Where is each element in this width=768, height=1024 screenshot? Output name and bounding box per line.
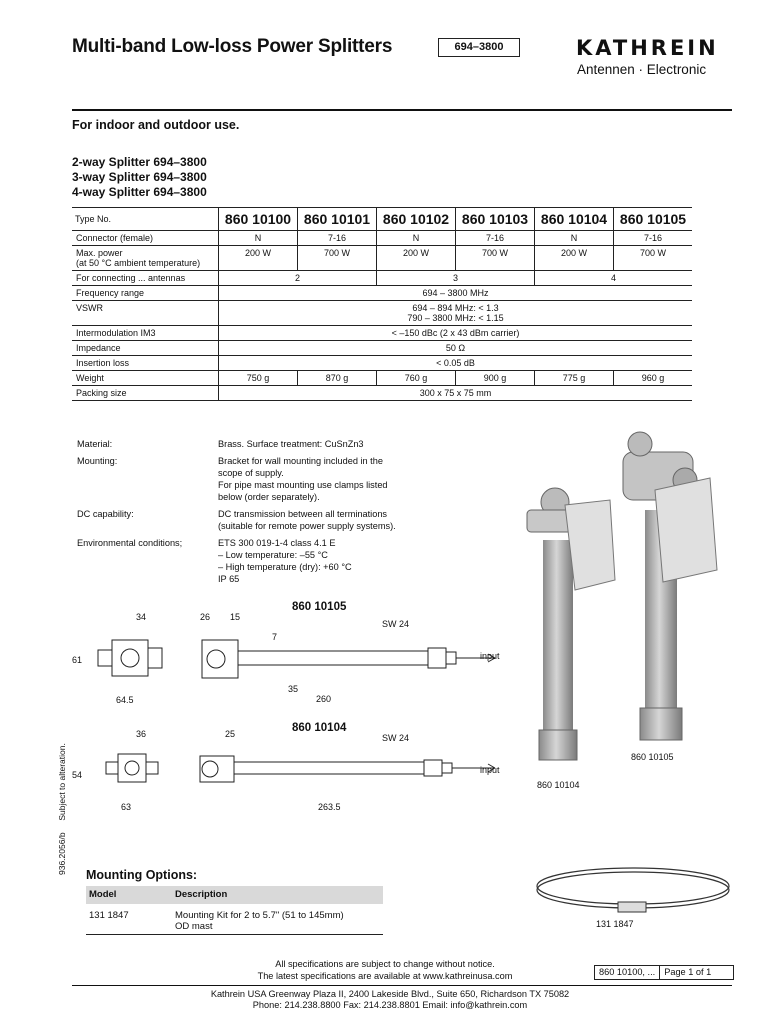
property-row — [77, 438, 433, 450]
description-line: Mounting Kit for 2 to 5.7" (51 to 145mm) — [175, 910, 344, 921]
type-number: 860 10101 — [298, 208, 377, 231]
type-number: 860 10105 — [614, 208, 693, 231]
dimension-label: 263.5 — [318, 802, 341, 812]
type-number: 860 10103 — [456, 208, 535, 231]
variant-item: 4-way Splitter 694–3800 — [72, 185, 207, 199]
table-cell: 750 g — [219, 371, 298, 386]
row-label: Packing size — [72, 386, 219, 401]
photo-label: 860 10105 — [631, 752, 674, 762]
table-cell: 7-16 — [614, 231, 693, 246]
footer-note-line: The latest specifications are available at www.kathreinusa.com — [257, 971, 513, 981]
address-line: Kathrein USA Greenway Plaza II, 2400 Lakeside Blvd., Suite 650, Richardson TX 75082 — [210, 989, 570, 999]
column-header: Model — [89, 889, 117, 900]
table-row — [72, 286, 692, 301]
column-header: Description — [175, 889, 228, 900]
table-cell: 694 – 3800 MHz — [219, 286, 693, 301]
property-value: Brass. Surface treatment: CuSnZn3 — [218, 439, 364, 449]
footer-divider — [72, 985, 732, 986]
row-label-sub: (at 50 °C ambient temperature) — [76, 258, 201, 268]
table-cell: 131 1847 — [89, 910, 129, 921]
company-address — [120, 989, 660, 1011]
row-label — [72, 246, 219, 271]
property-line: below (order separately). — [218, 492, 320, 502]
property-line: scope of supply. — [218, 468, 284, 478]
intro-text: For indoor and outdoor use. — [72, 118, 240, 132]
table-cell: N — [219, 231, 298, 246]
table-cell: 700 W — [614, 246, 693, 271]
dimension-label: 26 — [200, 612, 211, 622]
property-value — [218, 537, 433, 585]
property-line: – High temperature (dry): +60 °C — [218, 562, 352, 572]
table-cell: 760 g — [377, 371, 456, 386]
property-line: DC transmission between all terminations — [218, 509, 388, 519]
clamp-illustration — [533, 862, 733, 917]
vswr-line: 694 – 894 MHz: < 1.3 — [412, 303, 499, 313]
splitter-860-10104 — [527, 488, 615, 760]
variant-item: 3-way Splitter 694–3800 — [72, 170, 207, 184]
property-line: Bracket for wall mounting included in the — [218, 456, 383, 466]
product-photo — [505, 430, 740, 790]
table-cell: 870 g — [298, 371, 377, 386]
page-indicator — [594, 965, 734, 980]
table-row — [86, 904, 383, 935]
row-label: Frequency range — [72, 286, 219, 301]
property-label: DC capability: — [77, 509, 134, 519]
variant-list — [72, 155, 207, 200]
table-row — [72, 386, 692, 401]
input-label: input — [480, 765, 500, 775]
property-label: Mounting: — [77, 456, 118, 466]
table-cell: 4 — [535, 271, 693, 286]
header-divider — [72, 109, 732, 111]
dimension-label: 260 — [316, 694, 332, 704]
drawing-title: 860 10104 — [292, 722, 347, 734]
dimension-label: 54 — [72, 770, 83, 780]
table-cell: 300 x 75 x 75 mm — [219, 386, 693, 401]
property-row — [77, 508, 433, 532]
type-number: 860 10104 — [535, 208, 614, 231]
input-label: input — [480, 651, 500, 661]
table-header — [86, 886, 383, 904]
table-row — [72, 371, 692, 386]
table-cell: 7-16 — [298, 231, 377, 246]
table-cell: 200 W — [219, 246, 298, 271]
table-cell: 200 W — [377, 246, 456, 271]
table-cell — [175, 910, 383, 932]
table-cell: 3 — [377, 271, 535, 286]
table-cell: N — [535, 231, 614, 246]
description-line: OD mast — [175, 921, 213, 932]
property-line: – Low temperature: –55 °C — [218, 550, 328, 560]
table-row — [72, 271, 692, 286]
table-cell: 960 g — [614, 371, 693, 386]
mounting-options-title: Mounting Options: — [86, 868, 198, 882]
property-label: Material: — [77, 439, 113, 449]
dimension-label: 36 — [136, 729, 147, 739]
table-cell: N — [377, 231, 456, 246]
page-reference: 860 10100, ... — [599, 967, 656, 977]
photo-label: 860 10104 — [537, 780, 580, 790]
table-cell: 700 W — [456, 246, 535, 271]
table-row — [72, 326, 692, 341]
wrench-size-label: SW 24 — [382, 619, 410, 629]
property-line: ETS 300 019-1-4 class 4.1 E — [218, 538, 336, 548]
property-list — [77, 438, 433, 590]
row-label: For connecting ... antennas — [72, 271, 219, 286]
property-row — [77, 455, 433, 503]
dimension-label: 25 — [225, 729, 236, 739]
footer-note-line: All specifications are subject to change without notice. — [275, 959, 495, 969]
property-value — [218, 508, 433, 532]
dimension-label: 7 — [272, 632, 278, 642]
row-label: Intermodulation IM3 — [72, 326, 219, 341]
dimension-label: 61 — [72, 655, 83, 665]
vswr-line: 790 – 3800 MHz: < 1.15 — [407, 313, 504, 323]
drawing-title: 860 10105 — [292, 601, 347, 613]
row-label: Insertion loss — [72, 356, 219, 371]
row-label: Connector (female) — [72, 231, 219, 246]
side-note: 936.2056/b Subject to alteration. — [57, 743, 67, 875]
dimension-label: 63 — [121, 802, 132, 812]
table-cell: 200 W — [535, 246, 614, 271]
property-line: (suitable for remote power supply systems). — [218, 521, 396, 531]
table-cell — [219, 301, 693, 326]
page-title: Multi-band Low-loss Power Splitters — [72, 36, 393, 57]
table-cell: 775 g — [535, 371, 614, 386]
property-row — [77, 537, 433, 585]
table-row — [72, 341, 692, 356]
type-number: 860 10100 — [219, 208, 298, 231]
row-label: Type No. — [72, 208, 219, 231]
mounting-options-table — [86, 886, 383, 935]
table-cell: 2 — [219, 271, 377, 286]
clamp-label: 131 1847 — [596, 919, 634, 929]
frequency-range-badge: 694–3800 — [438, 38, 520, 57]
property-label: Environmental conditions; — [77, 538, 183, 548]
technical-drawing — [90, 618, 500, 708]
dimension-label: 64.5 — [116, 695, 134, 705]
splitter-860-10105 — [623, 432, 717, 740]
dimension-label: 34 — [136, 612, 147, 622]
table-cell: 900 g — [456, 371, 535, 386]
table-row — [72, 246, 692, 271]
variant-item: 2-way Splitter 694–3800 — [72, 155, 207, 169]
table-cell: 50 Ω — [219, 341, 693, 356]
table-cell: < 0.05 dB — [219, 356, 693, 371]
technical-drawing — [90, 740, 500, 800]
brand-tagline: Antennen · Electronic — [577, 62, 707, 77]
property-line: For pipe mast mounting use clamps listed — [218, 480, 388, 490]
row-label: Weight — [72, 371, 219, 386]
footer-note — [220, 958, 550, 982]
contact-line: Phone: 214.238.8800 Fax: 214.238.8801 Email: info@kathrein.com — [252, 1000, 528, 1010]
property-value — [218, 455, 433, 503]
property-line: IP 65 — [218, 574, 240, 584]
row-label-main: Max. power — [76, 248, 123, 258]
page-number: Page 1 of 1 — [659, 966, 715, 979]
dimension-label: 15 — [230, 612, 241, 622]
type-number: 860 10102 — [377, 208, 456, 231]
wrench-size-label: SW 24 — [382, 733, 410, 743]
row-label: VSWR — [72, 301, 219, 326]
table-row — [72, 356, 692, 371]
row-label: Impedance — [72, 341, 219, 356]
table-cell: 700 W — [298, 246, 377, 271]
table-row — [72, 231, 692, 246]
spec-table — [72, 207, 692, 401]
table-cell: 7-16 — [456, 231, 535, 246]
table-cell: < –150 dBc (2 x 43 dBm carrier) — [219, 326, 693, 341]
table-row — [72, 208, 692, 231]
table-row — [72, 301, 692, 326]
brand-logo: KATHREIN — [576, 36, 719, 60]
dimension-label: 35 — [288, 684, 299, 694]
